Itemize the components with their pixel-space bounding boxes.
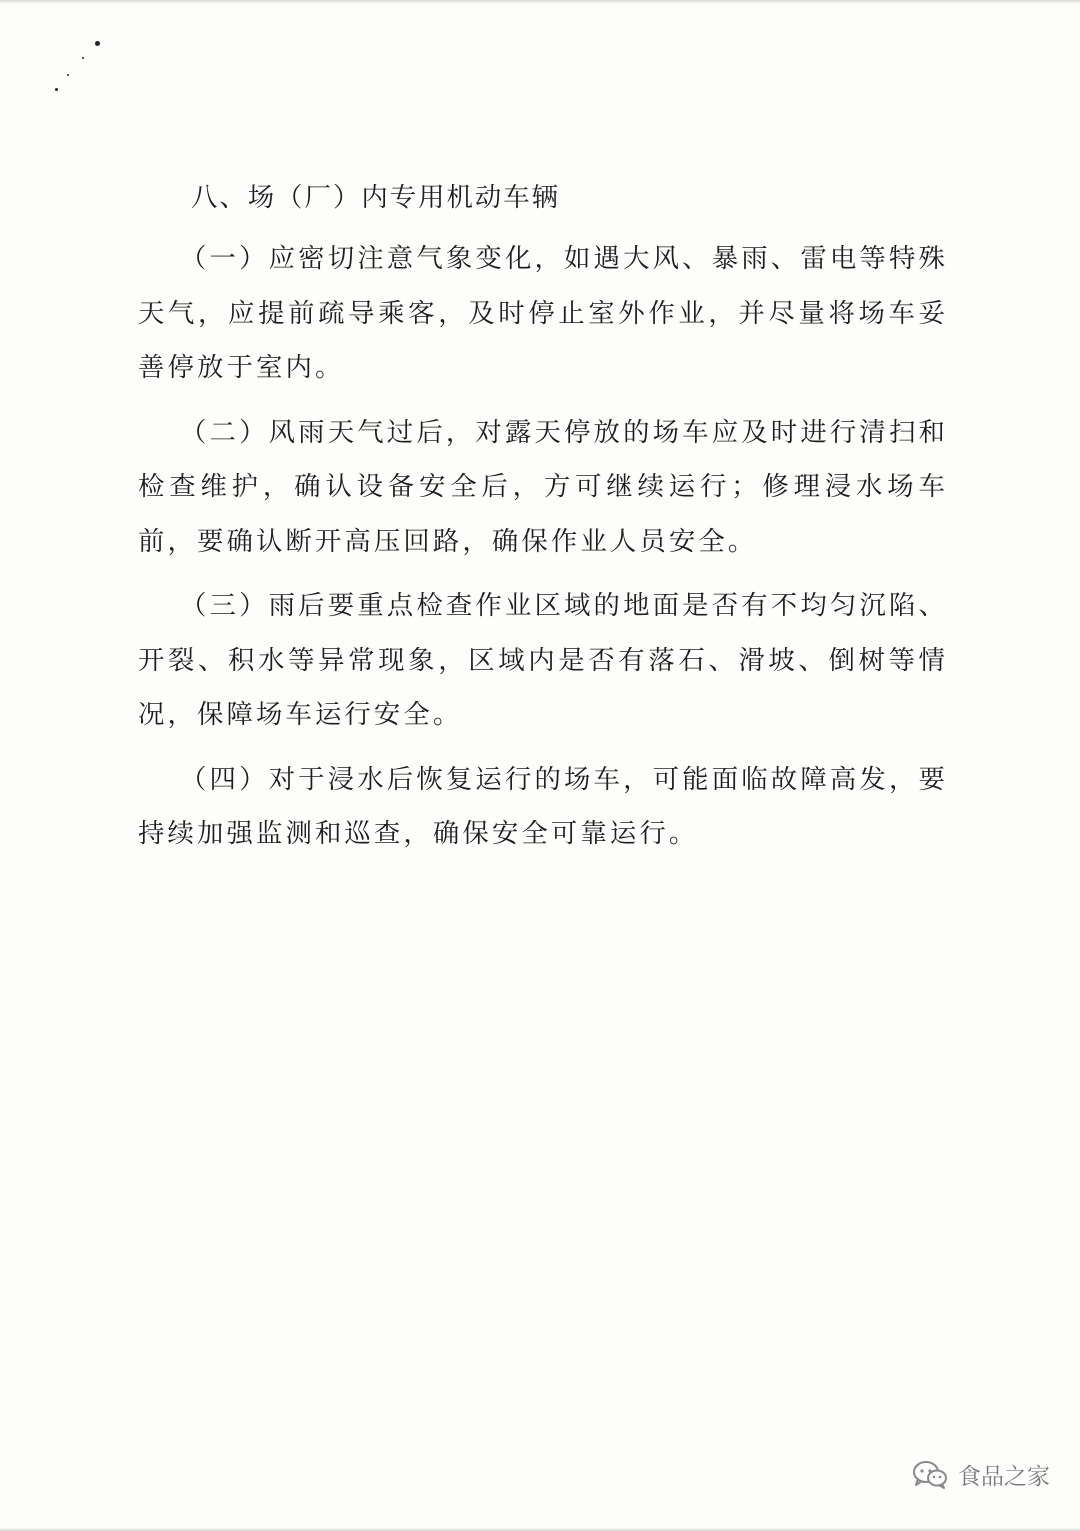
scan-edge-top [0, 0, 1080, 4]
document-body [138, 174, 948, 862]
scan-speck [55, 88, 58, 91]
paragraph-2: （二）风雨天气过后，对露天停放的场车应及时进行清扫和检查维护，确认设备安全后，方可继续运行；修理浸水场车前，要确认断开高压回路，确保作业人员安全。 [138, 416, 948, 557]
paragraph-3: （三）雨后要重点检查作业区域的地面是否有不均匀沉陷、开裂、积水等异常现象，区域内是否有落石、滑坡、倒树等情况，保障场车运行安全。 [138, 590, 948, 730]
paragraph-4: （四）对于浸水后恢复运行的场车，可能面临故障高发，要持续加强监测和巡查，确保安全可靠运行。 [138, 763, 948, 849]
section-heading: 八、场（厂）内专用机动车辆 [191, 182, 561, 213]
wechat-icon [912, 1460, 948, 1490]
scan-speck [67, 74, 69, 76]
scan-speck [95, 41, 100, 46]
watermark-text: 食品之家 [958, 1464, 1050, 1490]
paragraph-1: （一）应密切注意气象变化，如遇大风、暴雨、雷电等特殊天气，应提前疏导乘客，及时停止室外作业，并尽量将场车妥善停放于室内。 [138, 243, 948, 383]
watermark [912, 1458, 1050, 1491]
scan-speck [82, 57, 84, 59]
